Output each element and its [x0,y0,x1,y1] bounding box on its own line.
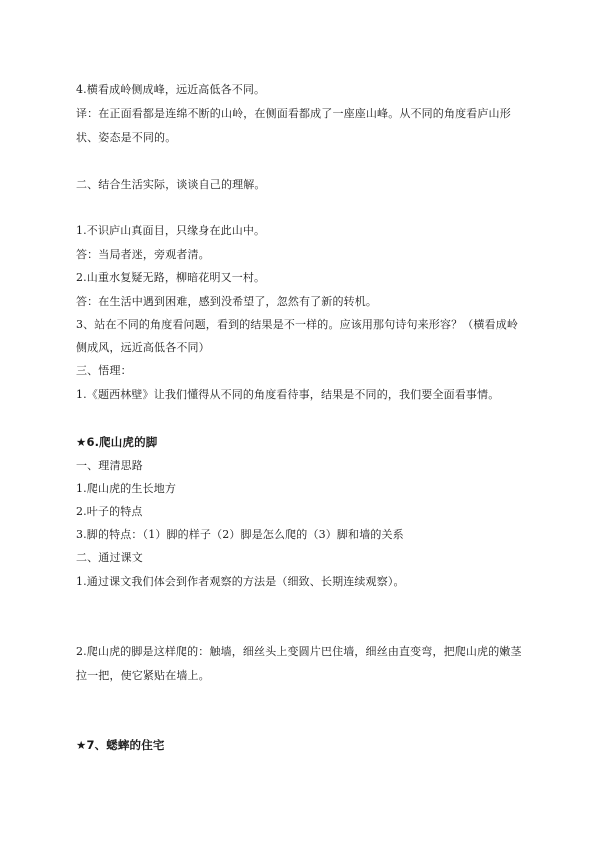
translation-text-continued: 状、姿态是不同的。 [76,131,177,144]
item-3-answer: 侧成风，远近高低各不同） [76,341,210,354]
translation-text: 译：在正面看都是连绵不断的山岭，在侧面看都成了一座座山峰。从不同的角度看庐山形 [76,107,511,120]
section-heading-understanding: 二、结合生活实际，谈谈自己的理解。 [76,178,266,191]
outline-item-1: 1.爬山虎的生长地方 [76,482,176,495]
lesson-7-title: ★7、蟋蟀的住宅 [76,738,165,752]
text-item-1: 1.通过课文我们体会到作者观察的方法是（细致、长期连续观察）。 [76,575,405,588]
item-1-question: 1.不识庐山真面目，只缘身在此山中。 [76,224,266,237]
section-heading-outline: 一、理清思路 [76,459,143,472]
outline-item-2: 2.叶子的特点 [76,505,143,518]
text-item-2-continued: 拉一把，使它紧贴在墙上。 [76,669,210,682]
text-item-2: 2.爬山虎的脚是这样爬的：触墙，细丝头上变圆片巴住墙，细丝由直变弯，把爬山虎的嫩茎 [76,645,522,658]
section-heading-text: 二、通过课文 [76,551,143,564]
poem-line-4: 4.横看成岭侧成峰，远近高低各不同。 [76,83,266,96]
lesson-6-title: ★6.爬山虎的脚 [76,435,158,449]
outline-item-3: 3.脚的特点：（1）脚的样子（2）脚是怎么爬的（3）脚和墙的关系 [76,528,404,541]
section-heading-reasoning: 三、悟理： [76,364,132,377]
item-2-answer: 答：在生活中遇到困难，感到没希望了，忽然有了新的转机。 [76,295,378,308]
reasoning-item-1: 1.《题西林壁》让我们懂得从不同的角度看待事，结果是不同的，我们要全面看事情。 [76,388,500,401]
item-3-question: 3、站在不同的角度看问题，看到的结果是不一样的。应该用那句诗句来形容？（横看成岭 [76,318,518,331]
item-2-question: 2.山重水复疑无路，柳暗花明又一村。 [76,271,266,284]
item-1-answer: 答：当局者迷，旁观者清。 [76,248,210,261]
